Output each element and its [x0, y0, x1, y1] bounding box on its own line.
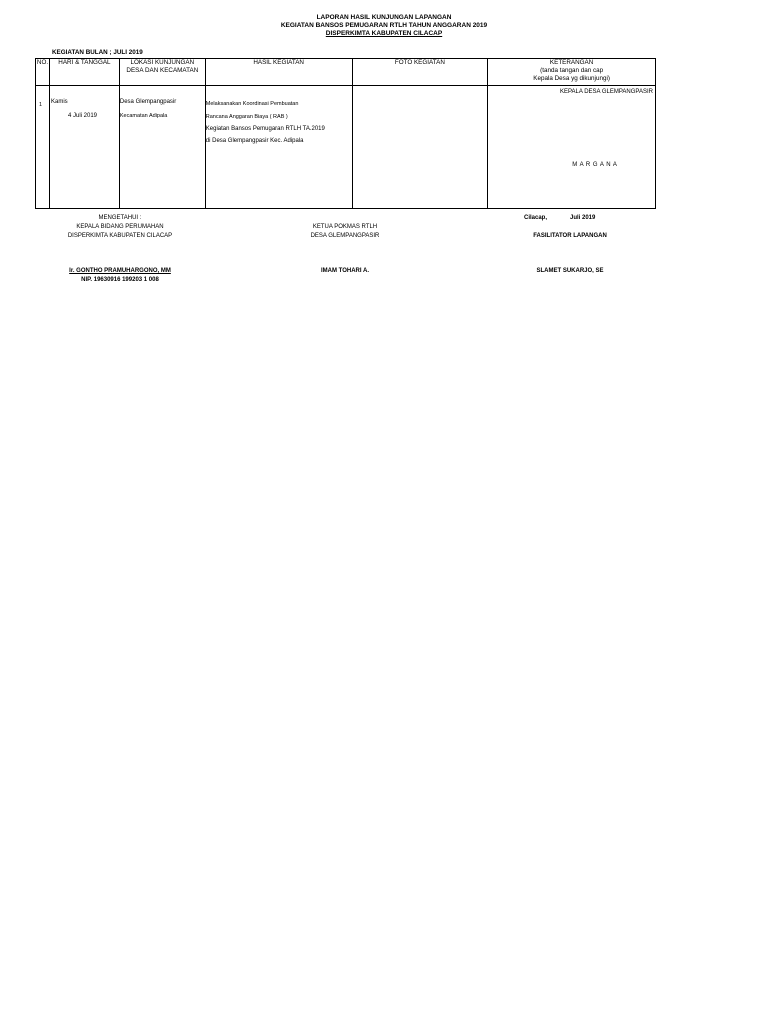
row-kecamatan: Kecamatan Adipala: [119, 113, 168, 119]
cell-foto: [352, 86, 488, 209]
sig-right-name: SLAMET SUKARJO, SE: [536, 268, 604, 274]
cell-hasil: [205, 86, 352, 209]
row-hasil-line2: Rancana Anggaran Biaya ( RAB ): [205, 114, 288, 120]
col-header-foto: FOTO KEGIATAN: [352, 59, 488, 86]
row-day: Kamis: [50, 99, 68, 105]
col-header-lokasi-line2: DESA DAN KECAMATAN: [126, 67, 199, 74]
col-header-hasil: HASIL KEGIATAN: [205, 59, 352, 86]
sig-right-place: Cilacap,: [524, 215, 548, 221]
row-date: 4 Juli 2019: [67, 113, 98, 119]
cell-no: [36, 86, 50, 209]
report-title-line1: LAPORAN HASIL KUNJUNGAN LAPANGAN: [316, 14, 452, 21]
col-header-keterangan: [488, 59, 656, 86]
sig-left-line3: DISPERKIMTA KABUPATEN CILACAP: [67, 233, 173, 239]
report-period: KEGIATAN BULAN ; JULI 2019: [52, 49, 143, 56]
col-header-no: NO.: [36, 59, 50, 86]
sig-left-line1: MENGETAHUI :: [98, 215, 142, 221]
col-header-lokasi-line1: LOKASI KUNJUNGAN: [130, 59, 195, 66]
sig-middle-line2: DESA GLEMPANGPASIR: [310, 233, 380, 239]
row-hasil-line1: Melaksanakan Koordinasi Pembuatan: [205, 101, 299, 107]
row-desa: Desa Glempangpasir: [119, 99, 177, 105]
row-ket-jabatan: KEPALA DESA GLEMPANGPASIR: [559, 89, 653, 95]
sig-left-nip: NIP. 19630916 199203 1 008: [81, 277, 159, 283]
row-number: 1: [39, 102, 43, 108]
table-header-row: [36, 59, 656, 86]
col-header-hari: HARI & TANGGAL: [49, 59, 119, 86]
table-row: [36, 86, 656, 209]
col-header-ket-line3: Kepala Desa yg dikunjungi): [533, 75, 610, 82]
row-hasil-line3: Kegiatan Bansos Pemugaran RTLH TA.2019: [205, 126, 325, 132]
sig-middle-line1: KETUA POKMAS RTLH: [312, 224, 378, 230]
col-header-ket-line1: KETERANGAN: [549, 59, 594, 66]
col-header-lokasi: [119, 59, 205, 86]
report-table: [35, 58, 656, 209]
sig-right-date: Juli 2019: [570, 215, 596, 221]
row-ket-nama: M A R G A N A: [572, 162, 618, 168]
cell-hari: [49, 86, 119, 209]
col-header-ket-line2: (tanda tangan dan cap: [540, 67, 604, 74]
row-hasil-line4: di Desa Glempangpasir Kec. Adipala: [205, 138, 304, 144]
report-title-line3: DISPERKIMTA KABUPATEN CILACAP: [325, 30, 443, 37]
sig-right-role: FASILITATOR LAPANGAN: [533, 233, 607, 239]
sig-left-name: Ir. GONTHO PRAMUHARGONO, MM: [69, 268, 171, 274]
cell-lokasi: [119, 86, 205, 209]
report-title-line2: KEGIATAN BANSOS PEMUGARAN RTLH TAHUN ANGGARAN 2019: [280, 22, 488, 29]
sig-middle-name: IMAM TOHARI A.: [321, 268, 369, 274]
sig-left-line2: KEPALA BIDANG PERUMAHAN: [76, 224, 164, 230]
cell-keterangan: [488, 86, 656, 209]
